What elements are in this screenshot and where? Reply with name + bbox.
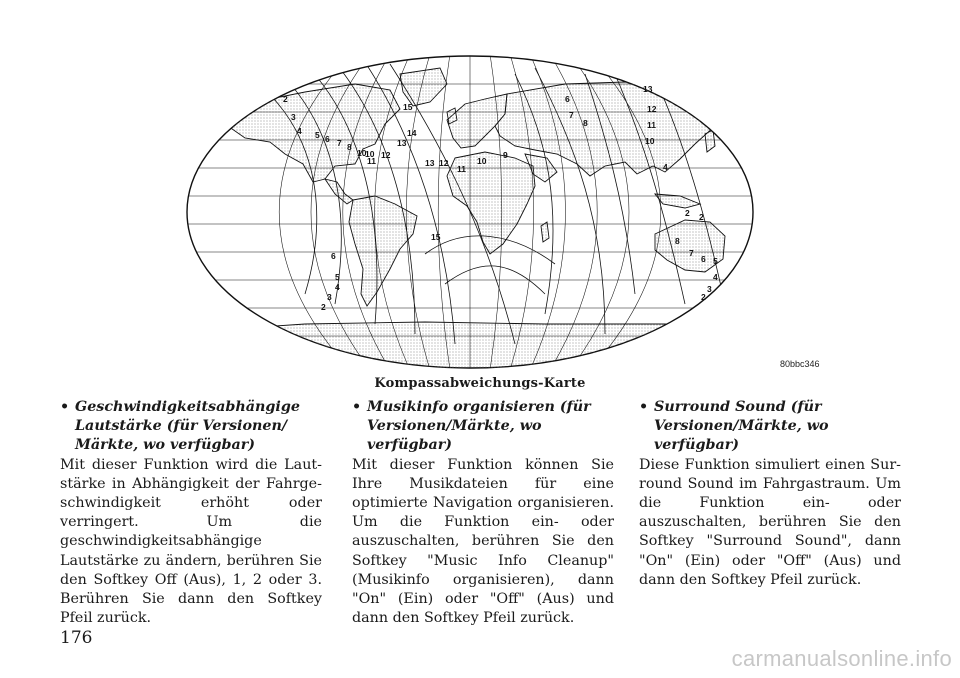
zone-label: 8 (675, 236, 680, 246)
bullet-icon: • (639, 399, 649, 415)
heading-text: Musikinfo organisieren (für Versionen/Märkte, wo verfügbar) (367, 399, 591, 454)
section-body: Mit dieser Funktion wird die Lautstärke in Abhängigkeit der Fahrgeschwindigkeit erhöht oder verringert. Um die geschwindigkeitsabhängige Lautstärke zu ändern, berühren Sie den Softkey Off (Aus), 1, 2 oder 3. Berühren Sie dann den Softkey Pfeil zurück. (60, 456, 322, 627)
zone-label: 4 (335, 282, 340, 292)
zone-label: 3 (707, 284, 712, 294)
heading-text: Surround Sound (für Versionen/Märkte, wo verfügbar) (654, 399, 829, 454)
zone-label: 6 (331, 251, 336, 261)
compass-variance-map (185, 54, 755, 370)
figure-caption: Kompassabweichungs-Karte (374, 376, 586, 391)
zone-label: 11 (367, 156, 376, 166)
column-surround-sound (639, 398, 901, 590)
zone-label: 10 (357, 148, 367, 158)
zone-label: 5 (315, 130, 320, 140)
zone-label: 6 (565, 94, 570, 104)
zone-label: 3 (327, 292, 332, 302)
zone-label: 15 (403, 102, 413, 112)
zone-label: 4 (663, 162, 668, 172)
zone-label: 7 (337, 138, 342, 148)
column-music-info (352, 398, 614, 628)
bullet-icon: • (352, 399, 362, 415)
bullet-icon: • (60, 399, 70, 415)
zone-label: 11 (647, 120, 656, 130)
zone-label: 7 (689, 248, 694, 258)
zone-label: 5 (713, 256, 718, 266)
heading-text: Geschwindigkeitsabhängige Lautstärke (für Versionen/ Märkte, wo verfügbar) (75, 399, 300, 454)
zone-label: 2 (321, 302, 326, 312)
figure-code: 80bbc346 (780, 359, 820, 369)
section-body: Diese Funktion simuliert einen Surround Sound im Fahrgastraum. Um die Funktion ein- oder auszuschalten, berühren Sie den Softkey "Surround Sound", dann "On" (Ein) oder "Off" (Aus) und dann den Softkey Pfeil zurück. (639, 456, 901, 588)
zone-label: 7 (569, 110, 574, 120)
zone-label: 13 (397, 138, 407, 148)
zone-label: 10 (477, 156, 487, 166)
section-heading (60, 398, 322, 456)
zone-label: 13 (425, 158, 435, 168)
column-speed-volume (60, 398, 322, 628)
zone-label: 14 (407, 128, 417, 138)
zone-label: 12 (381, 150, 391, 160)
zone-label: 4 (297, 126, 302, 136)
zone-label: 8 (583, 118, 588, 128)
zone-label: 10 (645, 136, 655, 146)
zone-label: 2 (699, 212, 704, 222)
section-body: Mit dieser Funktion können Sie Ihre Musikdateien für eine optimierte Navigation organisieren. Um die Funktion ein- oder auszuschalten, berühren Sie den Softkey "Music Info Cleanup" (Musikinfo organisieren), dann "On" (Ein) oder "Off" (Aus) und dann den Softkey Pfeil zurück. (352, 456, 614, 627)
zone-label: 12 (439, 158, 449, 168)
zone-label: 11 (457, 164, 466, 174)
zone-label: 2 (701, 292, 706, 302)
zone-label: 8 (347, 142, 352, 152)
zone-label: 9 (503, 150, 508, 160)
page-number: 176 (60, 628, 93, 648)
zone-label: 4 (713, 272, 718, 282)
section-heading (639, 398, 901, 456)
zone-label: 3 (291, 112, 296, 122)
zone-label: 2 (283, 94, 288, 104)
zone-label: 5 (335, 272, 340, 282)
zone-label: 12 (647, 104, 657, 114)
zone-label: 6 (325, 134, 330, 144)
zone-label: 15 (431, 232, 441, 242)
section-heading (352, 398, 614, 456)
zone-label: 10 (365, 149, 375, 159)
watermark-link[interactable]: carmanualsonline.info (731, 646, 952, 671)
world-map-illustration (185, 54, 755, 370)
zone-label: 2 (685, 208, 690, 218)
zone-label: 6 (701, 254, 706, 264)
zone-label: 13 (643, 84, 653, 94)
